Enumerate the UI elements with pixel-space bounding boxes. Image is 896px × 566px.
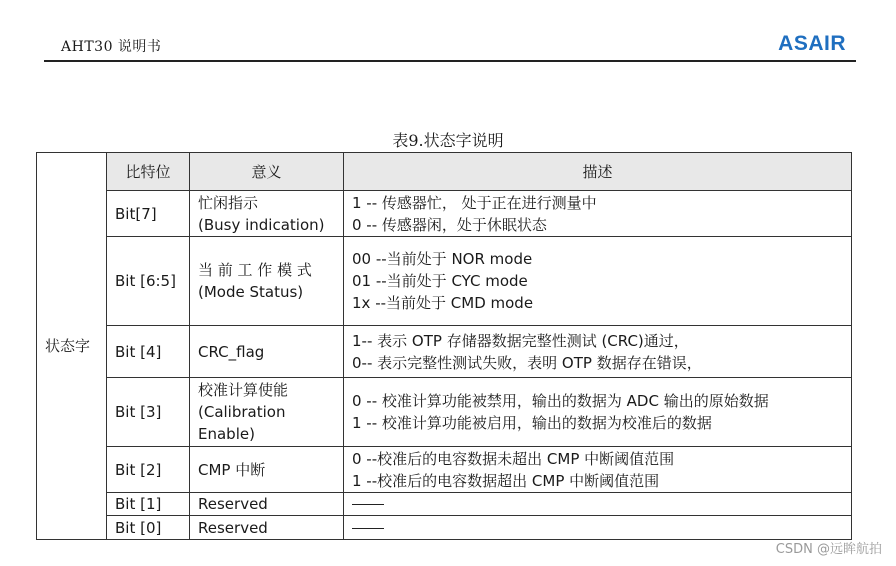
description-line: 0 -- 校准计算功能被禁用，输出的数据为 ADC 输出的原始数据 xyxy=(352,392,769,410)
table-caption: 表9.状态字说明 xyxy=(392,131,504,150)
bit-cell: Bit [0] xyxy=(107,516,190,540)
table-row xyxy=(37,191,852,237)
description-cell xyxy=(344,191,852,237)
bit-cell: Bit[7] xyxy=(107,191,190,237)
table-row xyxy=(37,516,852,540)
table-row xyxy=(37,237,852,326)
bit-cell: Bit [4] xyxy=(107,326,190,378)
description-cell xyxy=(344,516,852,540)
column-header-meaning: 意义 xyxy=(190,153,344,191)
table-row xyxy=(37,326,852,378)
description-line: 00 --当前处于 NOR mode xyxy=(352,250,533,268)
meaning-cell: Reserved xyxy=(190,516,344,540)
description-line: 0-- 表示完整性测试失败，表明 OTP 数据存在错误， xyxy=(352,353,702,372)
description-cell xyxy=(344,378,852,447)
meaning-line: CRC_flag xyxy=(198,342,265,361)
bit-cell: Bit [3] xyxy=(107,378,190,447)
description-line: 1 -- 传感器忙， 处于正在进行测量中 xyxy=(352,193,597,212)
meaning-cell xyxy=(190,447,344,493)
meaning-cell: Reserved xyxy=(190,493,344,516)
bit-cell: Bit [6:5] xyxy=(107,237,190,326)
table-row xyxy=(37,378,852,447)
description-line: 01 --当前处于 CYC mode xyxy=(352,272,528,290)
table-row xyxy=(37,493,852,516)
csdn-watermark: CSDN @远眸航拍 xyxy=(775,542,882,557)
meaning-line: (Busy indication) xyxy=(198,215,325,234)
description-line: 1 --校准后的电容数据超出 CMP 中断阈值范围 xyxy=(352,471,660,490)
status-word-table xyxy=(36,152,852,540)
description-line: 1 -- 校准计算功能被启用，输出的数据为校准后的数据 xyxy=(352,414,712,432)
header-divider xyxy=(44,60,856,62)
description-cell xyxy=(344,237,852,326)
bit-cell: Bit [2] xyxy=(107,447,190,493)
description-cell xyxy=(344,493,852,516)
meaning-cell xyxy=(190,326,344,378)
row-group-label: 状态字 xyxy=(37,153,107,540)
description-cell xyxy=(344,447,852,493)
description-cell xyxy=(344,326,852,378)
em-dash-placeholder xyxy=(352,504,384,505)
description-line: 1-- 表示 OTP 存储器数据完整性测试 (CRC)通过， xyxy=(352,331,689,350)
meaning-cell xyxy=(190,237,344,326)
description-line: 0 --校准后的电容数据未超出 CMP 中断阈值范围 xyxy=(352,449,675,468)
meaning-line: (Calibration xyxy=(198,403,286,421)
bit-cell: Bit [1] xyxy=(107,493,190,516)
meaning-line: (Mode Status) xyxy=(198,283,304,301)
meaning-line: 校准计算使能 xyxy=(198,381,289,399)
table-header-row xyxy=(37,153,852,191)
description-line: 0 -- 传感器闲，处于休眠状态 xyxy=(352,215,547,234)
meaning-line: 当 前 工 作 模 式 xyxy=(198,261,312,279)
meaning-cell xyxy=(190,191,344,237)
description-line: 1x --当前处于 CMD mode xyxy=(352,294,534,312)
column-header-description: 描述 xyxy=(344,153,852,191)
document-header-title: AHT30 说明书 xyxy=(61,39,162,55)
em-dash-placeholder xyxy=(352,528,384,529)
asair-logo: ASAIR xyxy=(778,32,846,55)
column-header-bit: 比特位 xyxy=(107,153,190,191)
meaning-line: CMP 中断 xyxy=(198,460,266,479)
table-row xyxy=(37,447,852,493)
meaning-line: 忙闲指示 xyxy=(198,193,259,212)
meaning-cell xyxy=(190,378,344,447)
meaning-line: Enable) xyxy=(198,425,255,443)
